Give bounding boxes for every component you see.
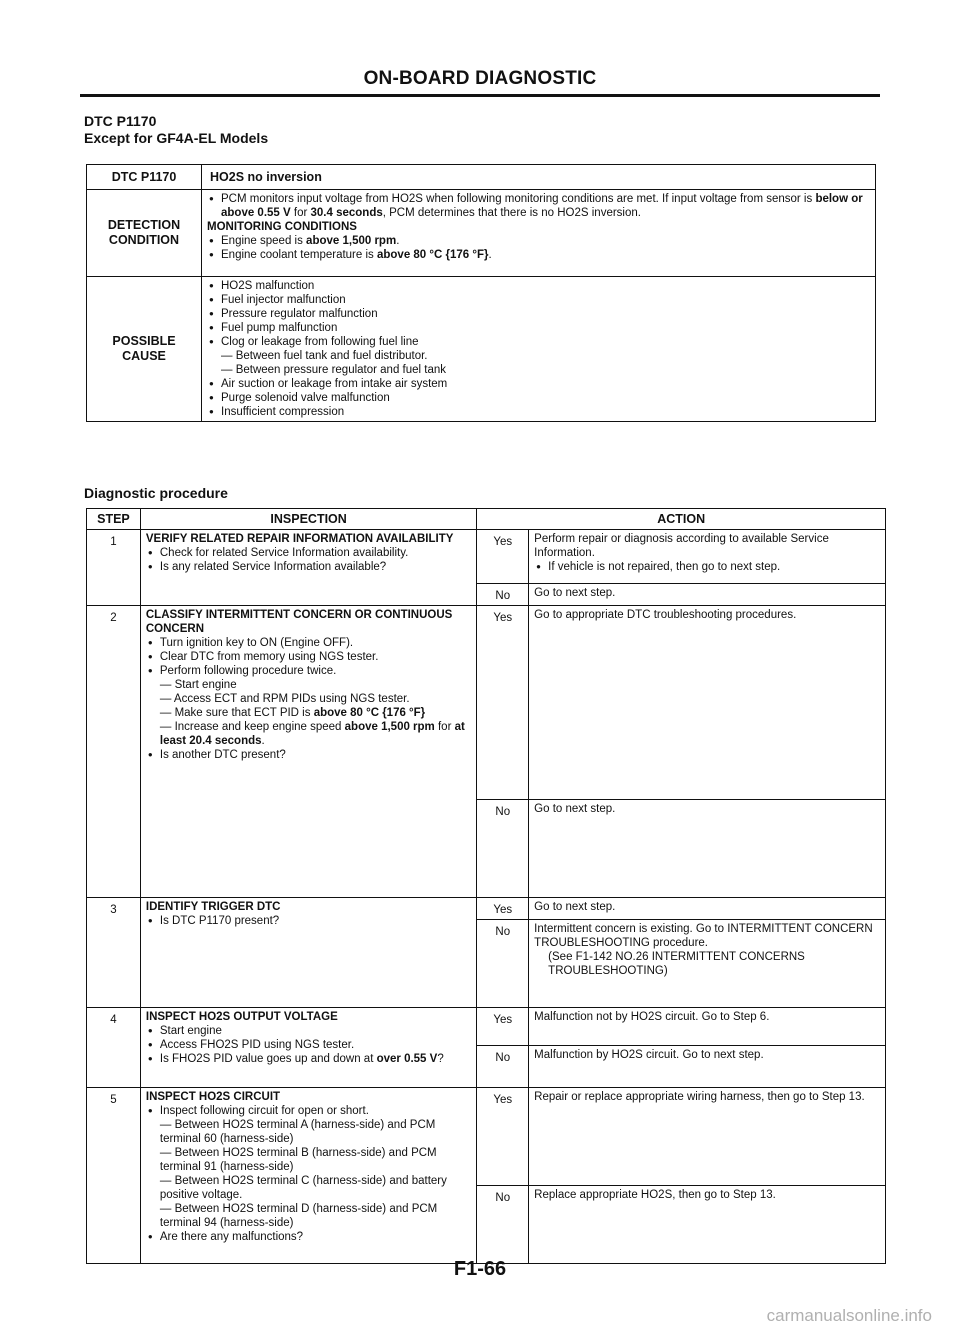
inspection-subitem [146, 720, 471, 748]
cause-item: ● Purge solenoid valve malfunction [207, 391, 870, 405]
yes-action: Repair or replace appropriate wiring harness, then go to Step 13. [529, 1088, 886, 1186]
yes-action: Malfunction not by HO2S circuit. Go to Step 6. [529, 1008, 886, 1046]
cause-label: POSSIBLE CAUSE [87, 277, 202, 422]
dtc-heading [84, 113, 268, 147]
page-number: F1-66 [453, 1258, 507, 1280]
inspection-item: ● Start engine [146, 1024, 471, 1038]
diagnostic-table [86, 508, 886, 1264]
step-title: CLASSIFY INTERMITTENT CONCERN OR CONTINUOUS CONCERN [145, 609, 453, 635]
inspection-item: ● Is DTC P1170 present? [146, 914, 471, 928]
no-action [529, 920, 886, 1008]
inspection-subitem: — Access ECT and RPM PIDs using NGS tester. [159, 693, 410, 705]
step-number: 1 [87, 530, 141, 606]
cause-item: ● Air suction or leakage from intake air system [207, 377, 870, 391]
title-rule [80, 94, 880, 97]
no-action: Go to next step. [529, 584, 886, 606]
step-title: INSPECT HO2S CIRCUIT [145, 1091, 281, 1103]
text: below or above 0.55 V [221, 193, 863, 219]
cause-item: ● HO2S malfunction [207, 279, 870, 293]
cause-item: ● Fuel injector malfunction [207, 293, 870, 307]
detection-content [202, 190, 876, 277]
inspection-item: ● Is any related Service Information available? [146, 560, 471, 574]
step-row [87, 1088, 886, 1186]
step-title: VERIFY RELATED REPAIR INFORMATION AVAILABILITY [145, 533, 454, 545]
inspection-item [146, 1052, 471, 1066]
cause-content [202, 277, 876, 422]
page-title: ON-BOARD DIAGNOSTIC [363, 68, 597, 89]
text: Engine coolant temperature is [221, 249, 377, 261]
text: 30.4 seconds [310, 207, 383, 219]
text: above 1,500 rpm [344, 721, 435, 733]
text: — Make sure that ECT PID is [159, 707, 314, 719]
dtc-code-desc: HO2S no inversion [202, 165, 876, 190]
yes-action: Go to next step. [529, 898, 886, 920]
action-header: ACTION [477, 509, 886, 530]
cause-subitem: — Between pressure regulator and fuel tank [221, 364, 447, 376]
text: above 1,500 rpm [306, 235, 397, 247]
inspection-item: ● Access FHO2S PID using NGS tester. [146, 1038, 471, 1052]
no-action: Malfunction by HO2S circuit. Go to next step. [529, 1046, 886, 1088]
monitoring-bullet [207, 234, 870, 248]
text: above 80 °C {176 °F} [313, 707, 426, 719]
text: Is FHO2S PID value goes up and down at [159, 1053, 377, 1065]
cause-item: ● Fuel pump malfunction [207, 321, 870, 335]
inspection-header: INSPECTION [140, 509, 476, 530]
yes-label: Yes [477, 1008, 529, 1046]
dtc-code-row [87, 165, 876, 190]
dtc-info-table [86, 164, 876, 422]
action-item: ● If vehicle is not repaired, then go to next step. [534, 560, 880, 574]
detection-bullet [207, 192, 870, 220]
step-number: 3 [87, 898, 141, 1008]
no-action: Go to next step. [529, 800, 886, 898]
detection-row [87, 190, 876, 277]
text: Engine speed is [221, 235, 307, 247]
no-label: No [477, 1046, 529, 1088]
inspection-item: ● Inspect following circuit for open or short. [146, 1104, 471, 1118]
cause-item: ● Insufficient compression [207, 405, 870, 419]
text: at least 20.4 seconds [159, 721, 465, 747]
step-number: 4 [87, 1008, 141, 1088]
dtc-title: DTC P1170 [84, 113, 157, 129]
cause-item: ● Clog or leakage from following fuel line [207, 335, 870, 349]
text: , PCM determines that there is no HO2S inversion. [382, 207, 641, 219]
action-reference: (See F1-142 NO.26 INTERMITTENT CONCERNS TROUBLESHOOTING) [548, 951, 805, 977]
action-text: Perform repair or diagnosis according to available Service Information. [534, 533, 829, 559]
step-inspection [140, 898, 476, 1008]
dtc-subtitle: Except for GF4A-EL Models [84, 130, 269, 146]
inspection-subitem [146, 706, 471, 720]
inspection-subitem: — Between HO2S terminal D (harness-side) and PCM terminal 94 (harness-side) [159, 1203, 438, 1229]
diagnostic-header-row [87, 509, 886, 530]
yes-label: Yes [477, 1088, 529, 1186]
inspection-item: ● Is another DTC present? [146, 748, 471, 762]
no-action: Replace appropriate HO2S, then go to Step 13. [529, 1186, 886, 1264]
step-inspection [140, 606, 476, 898]
inspection-subitem: — Between HO2S terminal B (harness-side) and PCM terminal 91 (harness-side) [159, 1147, 437, 1173]
step-inspection [140, 530, 476, 606]
monitoring-bullet [207, 248, 870, 262]
text: . [261, 735, 265, 747]
text: ? [437, 1053, 444, 1065]
step-row [87, 898, 886, 920]
yes-label: Yes [477, 898, 529, 920]
cause-row [87, 277, 876, 422]
inspection-subitem: — Between HO2S terminal C (harness-side) and battery positive voltage. [159, 1175, 447, 1201]
inspection-item: ● Clear DTC from memory using NGS tester. [146, 650, 471, 664]
detection-label: DETECTION CONDITION [87, 190, 202, 277]
watermark: carmanualsonline.info [766, 1306, 932, 1325]
step-header: STEP [87, 509, 141, 530]
dtc-code-label: DTC P1170 [87, 165, 202, 190]
text: for [290, 207, 311, 219]
inspection-item: ● Turn ignition key to ON (Engine OFF). [146, 636, 471, 650]
cause-subitem: — Between fuel tank and fuel distributor. [221, 350, 428, 362]
text: . [396, 235, 400, 247]
text: PCM monitors input voltage from HO2S when following monitoring conditions are met. If input voltage from sensor is [221, 193, 816, 205]
diagnostic-procedure-title: Diagnostic procedure [84, 485, 228, 501]
step-title: IDENTIFY TRIGGER DTC [145, 901, 281, 913]
inspection-item: ● Are there any malfunctions? [146, 1230, 471, 1244]
text: over 0.55 V [376, 1053, 438, 1065]
cause-item: ● Pressure regulator malfunction [207, 307, 870, 321]
text: . [488, 249, 492, 261]
no-label: No [477, 920, 529, 1008]
step-inspection [140, 1088, 476, 1264]
inspection-subitem: — Between HO2S terminal A (harness-side) and PCM terminal 60 (harness-side) [159, 1119, 436, 1145]
no-label: No [477, 584, 529, 606]
inspection-item: ● Perform following procedure twice. [146, 664, 471, 678]
yes-label: Yes [477, 530, 529, 584]
step-number: 2 [87, 606, 141, 898]
step-row [87, 606, 886, 800]
yes-action [529, 530, 886, 584]
step-row [87, 1008, 886, 1046]
yes-label: Yes [477, 606, 529, 800]
text: for [434, 721, 455, 733]
text: — Increase and keep engine speed [159, 721, 345, 733]
no-label: No [477, 1186, 529, 1264]
no-label: No [477, 800, 529, 898]
step-title: INSPECT HO2S OUTPUT VOLTAGE [145, 1011, 338, 1023]
step-inspection [140, 1008, 476, 1088]
step-row [87, 530, 886, 584]
action-text: Intermittent concern is existing. Go to INTERMITTENT CONCERN TROUBLESHOOTING procedure. [534, 923, 873, 949]
text: above 80 °C {176 °F} [376, 249, 489, 261]
monitoring-heading: MONITORING CONDITIONS [207, 221, 357, 233]
step-number: 5 [87, 1088, 141, 1264]
inspection-item: ● Check for related Service Information availability. [146, 546, 471, 560]
inspection-subitem: — Start engine [159, 679, 237, 691]
yes-action: Go to appropriate DTC troubleshooting procedures. [529, 606, 886, 800]
